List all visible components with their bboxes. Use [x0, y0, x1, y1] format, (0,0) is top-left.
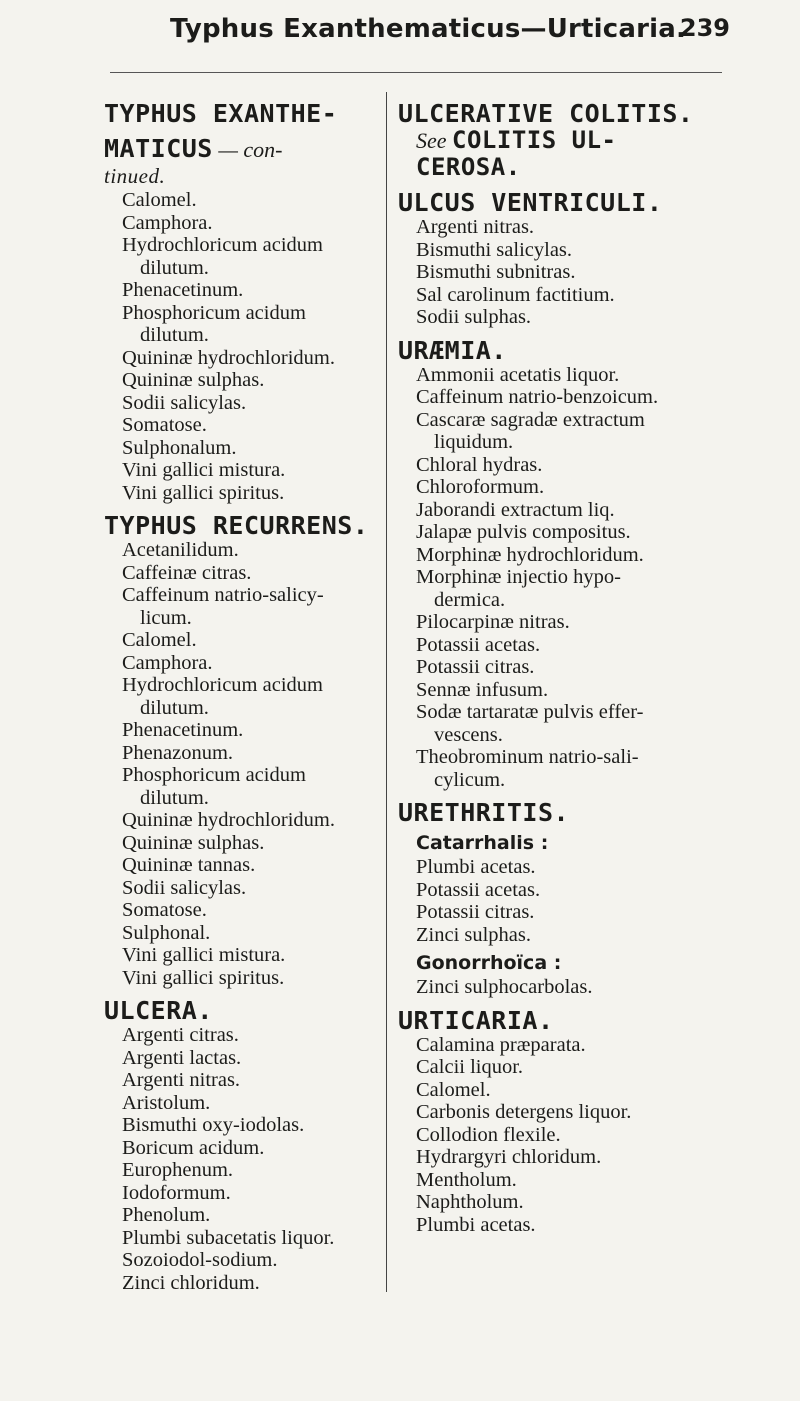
list-item: Sozoiodol-sodium.	[122, 1249, 278, 1271]
list-item: Calomel.	[416, 1078, 491, 1101]
continued-label: — con-	[212, 137, 283, 162]
list-item: Bismuthi subnitras.	[416, 261, 576, 283]
list-item: Ammonii acetatis liquor.	[416, 363, 620, 386]
list-item-continuation: dilutum.	[140, 696, 209, 719]
list-item: Jalapæ pulvis compositus.	[416, 521, 631, 543]
list-item: Quininæ hydrochloridum.	[122, 346, 335, 369]
list-item: Sodii sulphas.	[416, 306, 532, 328]
list-item: Cascaræ sagradæ extractum	[416, 408, 645, 431]
list-item: Phenacetinum.	[122, 719, 244, 741]
list-item: Sennæ infusum.	[416, 678, 549, 701]
header-rule	[110, 72, 722, 73]
list-item: Pilocarpinæ nitras.	[416, 611, 570, 633]
cross-reference-continued	[398, 154, 738, 181]
column-divider	[386, 92, 387, 1292]
section-heading-continued	[104, 135, 378, 163]
list-item: Caffeinum natrio-benzoicum.	[416, 386, 659, 408]
list-item: Somatose.	[122, 899, 207, 921]
list-item: Zinci chloridum.	[122, 1271, 260, 1294]
section-ulcerative-colitis	[398, 100, 738, 181]
list-item: Sal carolinum factitium.	[416, 283, 615, 306]
see-label: See	[416, 128, 447, 153]
section-ulcus-ventriculi	[398, 189, 738, 329]
subheading-catarrhalis: Catarrhalis :	[416, 832, 549, 854]
page-number: 239	[679, 14, 730, 42]
list-item: Potassii acetas.	[416, 878, 541, 901]
list-item: Caffeinum natrio-salicy-	[122, 584, 324, 606]
xref-target: COLITIS UL-	[452, 126, 617, 154]
list-item: Calomel.	[122, 189, 197, 211]
list-item: Europhenum.	[122, 1159, 234, 1181]
list-item: Hydrochloricum acidum	[122, 674, 323, 696]
section-heading: ULCUS VENTRICULI.	[398, 188, 663, 217]
section-heading: ULCERA.	[104, 996, 213, 1025]
left-column	[104, 92, 378, 1294]
section-typhus-exanthematicus	[104, 100, 378, 504]
list-item: Sulphonal.	[122, 921, 211, 944]
list-item: Calcii liquor.	[416, 1056, 524, 1078]
list-item: Aristolum.	[122, 1091, 211, 1114]
list-item: Plumbi subacetatis liquor.	[122, 1226, 335, 1249]
list-item: Camphora.	[122, 211, 213, 234]
list-item: Bismuthi salicylas.	[416, 238, 573, 261]
section-uraemia	[398, 337, 738, 792]
list-item-continuation: liquidum.	[434, 431, 514, 453]
list-item: Plumbi acetas.	[416, 1213, 536, 1236]
list-item: Hydrochloricum acidum	[122, 234, 323, 256]
section-heading: ULCERATIVE COLITIS.	[398, 99, 694, 128]
list-item: Acetanilidum.	[122, 539, 239, 561]
list-item: Collodion flexile.	[416, 1123, 561, 1146]
list-item: Somatose.	[122, 414, 207, 436]
list-item-continuation: dilutum.	[140, 786, 209, 809]
list-item: Vini gallici spiritus.	[122, 481, 285, 504]
section-heading-part: MATICUS	[104, 134, 213, 163]
list-item-continuation: dermica.	[434, 588, 506, 611]
list-item: Potassii citras.	[416, 656, 535, 678]
list-item: Carbonis detergens liquor.	[416, 1101, 632, 1123]
section-urticaria	[398, 1007, 738, 1237]
list-item: Zinci sulphocarbolas.	[416, 976, 593, 998]
list-item: Chloroformum.	[416, 476, 545, 498]
continued-label-end: tinued.	[104, 164, 166, 188]
list-item: Bismuthi oxy-iodolas.	[122, 1114, 305, 1136]
list-item: Quininæ hydrochloridum.	[122, 809, 335, 831]
list-item: Mentholum.	[416, 1168, 517, 1191]
list-item: Quininæ sulphas.	[122, 369, 265, 391]
right-column	[398, 92, 738, 1236]
list-item: Potassii acetas.	[416, 633, 541, 656]
list-item: Vini gallici mistura.	[122, 459, 286, 481]
list-item: Sodii salicylas.	[122, 876, 247, 899]
list-item: Calomel.	[122, 629, 197, 651]
list-item: Vini gallici mistura.	[122, 944, 286, 966]
list-item: Theobrominum natrio-sali-	[416, 746, 639, 768]
list-item: Phosphoricum acidum	[122, 764, 306, 786]
section-heading: URETHRITIS.	[398, 798, 570, 827]
list-item: Phenolum.	[122, 1204, 211, 1226]
list-item-continuation: dilutum.	[140, 324, 209, 346]
list-item: Argenti lactas.	[122, 1046, 242, 1069]
list-item-continuation: cylicum.	[434, 768, 506, 791]
list-item: Phenazonum.	[122, 741, 234, 764]
list-item: Hydrargyri chloridum.	[416, 1146, 602, 1168]
list-item-continuation: dilutum.	[140, 256, 209, 279]
section-heading: URÆMIA.	[398, 335, 507, 365]
xref-target: CEROSA.	[416, 153, 521, 181]
section-typhus-recurrens	[104, 512, 378, 989]
list-item: Sodii salicylas.	[122, 391, 247, 414]
list-item: Phosphoricum acidum	[122, 301, 306, 324]
running-head	[0, 14, 800, 54]
list-item: Phenacetinum.	[122, 279, 244, 301]
subheading-gonorrhoica: Gonorrhoïca :	[416, 952, 562, 974]
section-ulcera	[104, 997, 378, 1294]
list-item: Vini gallici spiritus.	[122, 966, 285, 989]
list-item: Quininæ sulphas.	[122, 831, 265, 854]
list-item: Sodæ tartaratæ pulvis effer-	[416, 701, 644, 723]
list-item: Jaborandi extractum liq.	[416, 498, 615, 521]
list-item: Chloral hydras.	[416, 453, 543, 476]
list-item: Camphora.	[122, 651, 213, 674]
list-item: Morphinæ injectio hypo-	[416, 566, 621, 588]
list-item: Sulphonalum.	[122, 436, 237, 459]
list-item: Caffeinæ citras.	[122, 561, 252, 584]
list-item: Morphinæ hydrochloridum.	[416, 543, 644, 566]
list-item: Argenti nitras.	[122, 1069, 241, 1091]
section-heading: URTICARIA.	[398, 1005, 554, 1035]
list-item: Plumbi acetas.	[416, 856, 536, 878]
list-item: Argenti nitras.	[416, 216, 535, 238]
list-item-continuation: licum.	[140, 606, 192, 629]
list-item: Potassii citras.	[416, 901, 535, 923]
list-item: Argenti citras.	[122, 1024, 239, 1046]
list-item: Boricum acidum.	[122, 1136, 265, 1159]
list-item: Iodoformum.	[122, 1181, 231, 1204]
section-heading: TYPHUS EXANTHE-	[104, 99, 338, 128]
running-title: Typhus Exanthematicus—Urticaria.	[170, 14, 687, 44]
list-item: Calamina præparata.	[416, 1033, 586, 1056]
section-heading: TYPHUS RECURRENS.	[104, 511, 369, 540]
section-urethritis	[398, 799, 738, 999]
list-item: Naphtholum.	[416, 1191, 524, 1213]
list-item: Quininæ tannas.	[122, 854, 256, 876]
list-item: Zinci sulphas.	[416, 923, 532, 946]
list-item-continuation: vescens.	[434, 723, 503, 746]
cross-reference	[398, 127, 738, 154]
